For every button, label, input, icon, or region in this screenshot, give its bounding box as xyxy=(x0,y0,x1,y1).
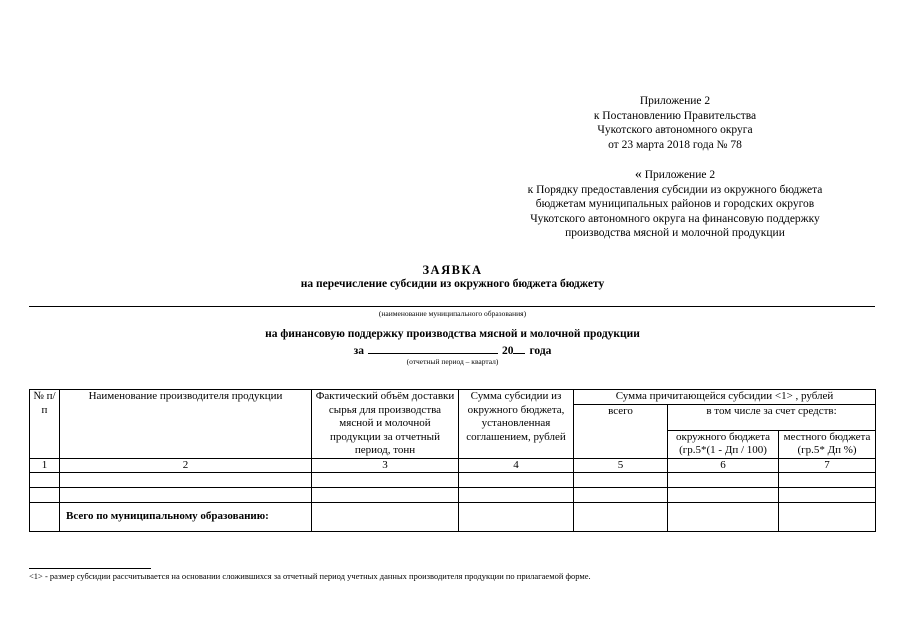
year-blank xyxy=(513,343,525,354)
table-cell[interactable] xyxy=(312,487,459,502)
column-number-row xyxy=(30,458,876,472)
appendix-1-line: Чукотского автономного округа xyxy=(597,124,753,136)
table-cell[interactable] xyxy=(30,472,60,487)
column-number: 4 xyxy=(459,458,574,472)
appendix-2-line: производства мясной и молочной продукции xyxy=(565,227,785,239)
header-district-budget: окружного бюджета (гр.5*(1 - Дп / 100) xyxy=(668,430,779,458)
appendix-header-1 xyxy=(560,94,790,152)
appendix-2-first-line xyxy=(495,168,855,183)
table-cell[interactable] xyxy=(459,472,574,487)
table-cell[interactable] xyxy=(668,487,779,502)
municipality-hint: (наименование муниципального образования) xyxy=(378,309,527,318)
table-cell[interactable] xyxy=(312,472,459,487)
table-row xyxy=(30,487,876,502)
footnote-separator xyxy=(29,568,151,569)
appendix-header-2 xyxy=(495,168,855,241)
appendix-1-line: от 23 марта 2018 года № 78 xyxy=(608,138,742,151)
period-prefix: за xyxy=(353,345,364,357)
appendix-2-title: Приложение 2 xyxy=(644,169,716,181)
column-number: 5 xyxy=(574,458,668,472)
table-cell[interactable] xyxy=(60,487,312,502)
table-cell[interactable] xyxy=(459,487,574,502)
appendix-2-line: Чукотского автономного округа на финансовую поддержку xyxy=(530,212,820,225)
appendix-2-line: к Порядку предоставления субсидии из окружного бюджета xyxy=(527,183,823,196)
table-cell[interactable] xyxy=(668,502,779,531)
period-year-prefix: 20 xyxy=(501,345,514,357)
table-cell[interactable] xyxy=(574,472,668,487)
period-hint: (отчетный период – квартал) xyxy=(406,357,499,366)
period-blank xyxy=(368,343,498,354)
opening-quote: « xyxy=(634,167,642,182)
table-row xyxy=(30,472,876,487)
header-num: № п/п xyxy=(30,390,60,459)
header-total: всего xyxy=(574,404,668,458)
table-cell[interactable] xyxy=(779,502,876,531)
document-title: ЗАЯВКА xyxy=(422,263,483,277)
column-number: 2 xyxy=(60,458,312,472)
period-suffix: года xyxy=(529,345,552,357)
subsidy-table xyxy=(29,389,876,532)
period-line xyxy=(0,343,905,357)
column-number: 7 xyxy=(779,458,876,472)
table-cell[interactable] xyxy=(574,502,668,531)
column-number: 6 xyxy=(668,458,779,472)
table-cell[interactable] xyxy=(574,487,668,502)
total-label: Всего по муниципальному образованию: xyxy=(60,502,312,531)
column-number: 3 xyxy=(312,458,459,472)
column-number: 1 xyxy=(30,458,60,472)
municipality-fill-line xyxy=(29,306,875,307)
footnote: <1> - размер субсидии рассчитывается на основании сложившихся за отчетный период учетных данных производителя продукции по прилагаемой форме. xyxy=(29,571,591,581)
purpose-line: на финансовую поддержку производства мясной и молочной продукции xyxy=(265,328,640,340)
appendix-1-line: Приложение 2 xyxy=(639,95,711,107)
appendix-1-line: к Постановлению Правительства xyxy=(593,109,757,122)
header-volume: Фактический объём доставки сырья для производства мясной и молочной продукции за отчетный период, тонн xyxy=(312,390,459,459)
document-subtitle: на перечисление субсидии из окружного бюджета бюджету xyxy=(300,278,605,290)
table-cell[interactable] xyxy=(779,487,876,502)
table-cell[interactable] xyxy=(60,472,312,487)
header-including: в том числе за счет средств: xyxy=(668,404,876,430)
table-cell[interactable] xyxy=(459,502,574,531)
table-cell[interactable] xyxy=(668,472,779,487)
table-cell xyxy=(30,502,60,531)
header-local-budget: местного бюджета (гр.5* Дп %) xyxy=(779,430,876,458)
header-due-subsidy: Сумма причитающейся субсидии <1> , рублей xyxy=(574,390,876,405)
total-row xyxy=(30,502,876,531)
table-cell[interactable] xyxy=(30,487,60,502)
appendix-2-line: бюджетам муниципальных районов и городских округов xyxy=(535,198,815,210)
header-name: Наименование производителя продукции xyxy=(60,390,312,459)
header-subsidy: Сумма субсидии из окружного бюджета, установленная соглашением, рублей xyxy=(459,390,574,459)
table-cell[interactable] xyxy=(312,502,459,531)
table-cell[interactable] xyxy=(779,472,876,487)
